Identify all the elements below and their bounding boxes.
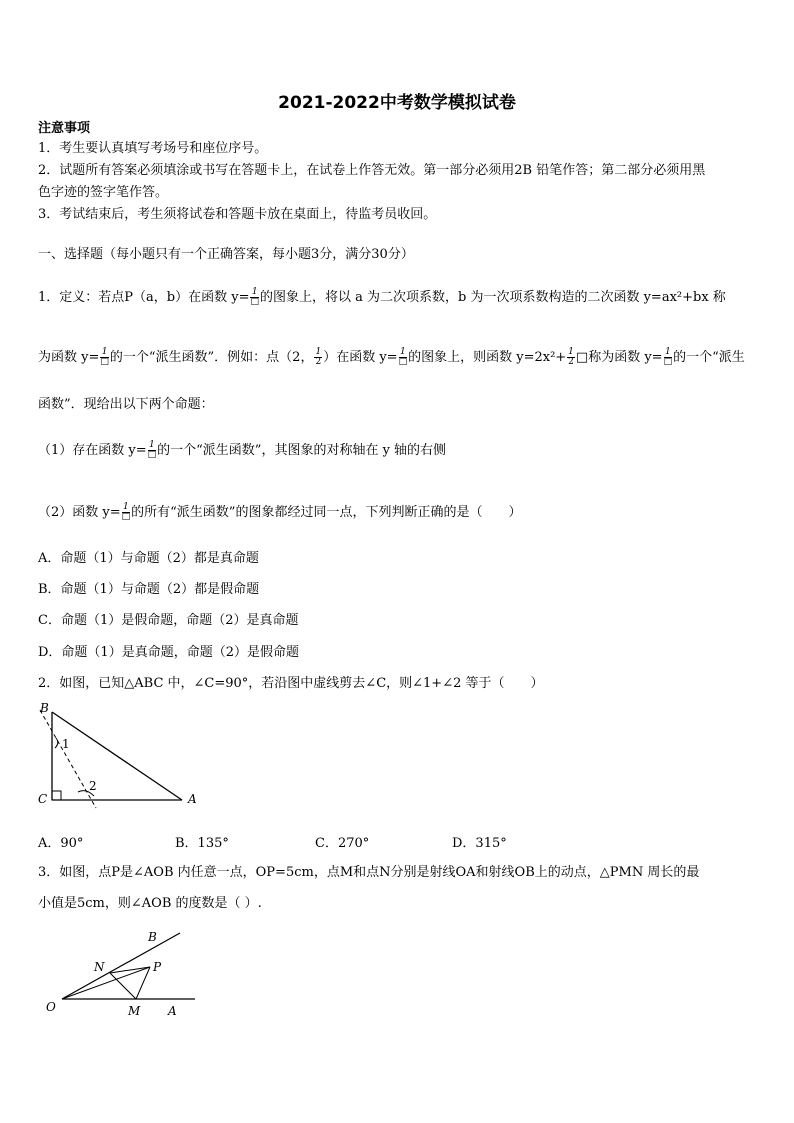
angle1-arc: [55, 738, 58, 748]
label-a: A: [168, 1004, 177, 1018]
notice-item: 2．试题所有答案必须填涂或书写在答题卡上，在试卷上作答无效。第一部分必须用2B 铅笔作答；第二部分必须用黑: [38, 163, 706, 178]
q1-text: 的一个“派生: [673, 350, 745, 365]
label-angle-2: 2: [89, 779, 97, 793]
segment-np: [110, 967, 150, 973]
label-b: B: [148, 930, 157, 944]
q1-text: 称为函数 y=: [588, 350, 663, 365]
q1-proposition-1: （1）存在函数 y= $\frac{1}{□}$ 的一个“派生函数”，其图象的对称轴在 y 轴的右侧: [38, 440, 447, 460]
label-n: N: [94, 960, 105, 974]
label-m: M: [128, 1004, 141, 1018]
q3-line1: 3．如图，点P是∠AOB 内任意一点，OP=5cm，点M和点N分别是射线OA和射线OB上的动点，△PMN 周长的最: [38, 865, 700, 880]
notice-item: 1．考生要认真填写考场号和座位序号。: [38, 141, 268, 156]
q2-option-b: B．135°: [175, 836, 229, 851]
q3-angle-figure: [40, 925, 210, 1020]
q2-option-d: D．315°: [452, 836, 507, 851]
q1-line1: [38, 288, 726, 307]
q1-line3: 函数”．现给出以下两个命题：: [38, 397, 214, 412]
label-a: A: [188, 792, 197, 806]
right-angle-mark: [52, 791, 61, 800]
fraction: $\frac{1}{□}$: [121, 502, 131, 522]
q1-text: ）在函数 y=: [323, 350, 398, 365]
fraction: $\frac{1}{□}$: [398, 347, 408, 367]
q1-text: 的图象上，则函数 y=2x²+: [408, 350, 567, 365]
q2-triangle-figure: [30, 700, 210, 810]
q3-line2: 小值是5cm，则∠AOB 的度数是（ ）.: [38, 896, 262, 911]
q1-option-b: B．命题（1）与命题（2）都是假命题: [38, 582, 260, 597]
q2-option-c: C．270°: [315, 836, 370, 851]
fraction-half: $\frac{1}{2}$: [568, 347, 574, 367]
section-heading: 一、选择题（每小题只有一个正确答案，每小题3分，满分30分）: [38, 247, 414, 262]
notice-item: 3．考试结束后，考生须将试卷和答题卡放在桌面上，待监考员收回。: [38, 207, 437, 222]
fraction-half: $\frac{1}{2}$: [315, 347, 322, 367]
side-ba: [52, 712, 182, 800]
label-o: O: [46, 1000, 56, 1014]
q2-stem: 2．如图，已知△ABC 中，∠C=90°，若沿图中虚线剪去∠C，则∠1+∠2 等于（ ）: [38, 676, 544, 691]
q1-text: 1．定义：若点P（a，b）在函数 y=: [38, 290, 250, 305]
q1-text: 为函数 y=: [38, 350, 100, 365]
label-c: C: [38, 792, 48, 806]
q1-option-c: C．命题（1）是假命题，命题（2）是真命题: [38, 613, 299, 628]
q1-option-a: A．命题（1）与命题（2）都是真命题: [38, 551, 259, 566]
notice-heading: 注意事项: [38, 121, 91, 136]
q1-proposition-2: （2）函数 y= $\frac{1}{□}$ 的所有“派生函数”的图象都经过同一点，下列判断正确的是（ ）: [38, 502, 522, 522]
q2-option-a: A．90°: [38, 836, 84, 851]
fraction: $\frac{1}{□}$: [663, 347, 673, 367]
cut-line: [40, 710, 96, 808]
q1-line2: [38, 348, 745, 367]
label-p: P: [153, 960, 162, 974]
fraction: $\frac{1}{□}$: [100, 347, 109, 367]
q1-text: 的图象上，将以 a 为二次项系数，b 为一次项系数构造的二次函数 y=ax²+bx 称: [259, 290, 726, 305]
q1-text: 的一个“派生函数”．例如：点（2，: [109, 350, 314, 365]
placeholder-box: □: [575, 350, 589, 365]
fraction: $\frac{1}{□}$: [147, 440, 157, 460]
ray-ob: [62, 933, 180, 999]
notice-item: 色字迹的签字笔作答。: [38, 185, 169, 200]
q1-option-d: D．命题（1）是真命题，命题（2）是假命题: [38, 645, 299, 660]
label-b: B: [40, 701, 49, 715]
segment-op: [62, 967, 150, 999]
fraction: $\frac{1}{□}$: [250, 287, 259, 307]
label-angle-1: 1: [62, 737, 70, 751]
page-title: 2021-2022中考数学模拟试卷: [278, 93, 516, 113]
